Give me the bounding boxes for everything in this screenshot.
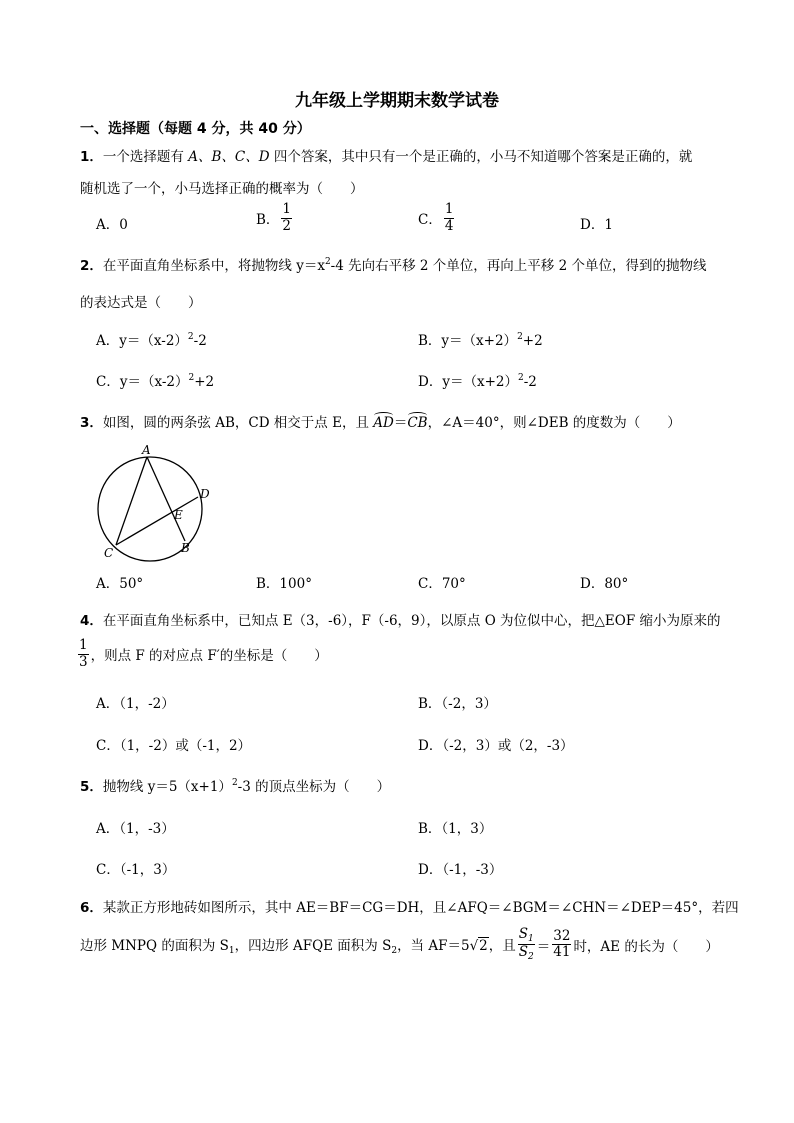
- q5-option-b: B．（1，3）: [418, 821, 493, 837]
- text-part: ，且: [488, 937, 516, 954]
- question-number: 1．: [80, 149, 103, 165]
- equals-sign: ＝: [393, 415, 408, 431]
- q5-option-c: C．（-1，3）: [96, 862, 176, 878]
- fraction-numerator: 32: [553, 927, 571, 944]
- question-1-line-2: 随机选了一个，小马选择正确的概率为（ ）: [80, 181, 364, 197]
- question-number: 5．: [80, 779, 103, 795]
- exponent: 2: [231, 778, 238, 788]
- fraction-numerator: 1: [79, 637, 88, 653]
- q4-option-b: B．（-2，3）: [418, 696, 497, 712]
- question-number: 3．: [80, 415, 103, 431]
- q3-option-d: D．80°: [580, 576, 629, 592]
- option-text: A．y＝（x-2）: [96, 333, 188, 349]
- question-text: -4 先向右平移 2 个单位，再向上平移 2 个单位，得到的抛物线: [330, 258, 707, 274]
- question-number: 6．: [80, 900, 103, 916]
- option-text: -2: [523, 374, 537, 390]
- subscript: 1: [228, 945, 235, 956]
- option-label: C．: [418, 212, 442, 229]
- square-root: √2: [469, 937, 488, 954]
- fraction: [78, 638, 89, 670]
- question-5-line-1: [80, 775, 390, 795]
- q1-option-c: [418, 202, 456, 234]
- fraction: [281, 202, 292, 234]
- question-text: 如图，圆的两条弦 AB，CD 相交于点 E，且: [102, 415, 369, 431]
- text-part: 边形 MNPQ 的面积为 S: [80, 937, 229, 954]
- arc-ad: AD: [373, 415, 394, 431]
- option-text: +2: [522, 333, 543, 349]
- label-b: B: [181, 541, 190, 555]
- ratio-denominator: [518, 945, 535, 962]
- fraction-numerator: 1: [444, 201, 454, 217]
- question-2-line-2: 的表达式是（ ）: [80, 295, 202, 311]
- s-symbol: S: [518, 944, 529, 961]
- option-text: D．y＝（x+2）: [418, 374, 518, 390]
- question-3-line-1: [80, 411, 681, 431]
- chord-ac: [116, 457, 147, 545]
- question-text: 抛物线 y＝5（x+1）: [102, 779, 232, 795]
- question-text: 在平面直角坐标系中，将抛物线 y＝x: [102, 258, 325, 274]
- question-text: ，则点 F 的对应点 F′的坐标是（ ）: [90, 648, 328, 665]
- question-text: ，∠A＝40°，则∠DEB 的度数为（ ）: [427, 415, 681, 431]
- radicand: 2: [479, 937, 488, 954]
- chord-ab: [147, 457, 185, 541]
- fraction: [444, 202, 455, 234]
- q2-option-a: [96, 329, 207, 349]
- q1-option-d: D．1: [580, 217, 613, 233]
- label-c: C: [104, 546, 114, 560]
- question-number: 2．: [80, 258, 103, 274]
- q3-option-c: C．70°: [418, 576, 466, 592]
- text-part: ，四边形 AFQE 面积为 S: [234, 937, 392, 954]
- exponent: 2: [517, 332, 523, 342]
- text-part: ，当 AF＝5: [397, 937, 470, 954]
- question-text: 四个答案，其中只有一个是正确的，小马不知道哪个答案是正确的，就: [273, 149, 693, 165]
- q3-option-a: A．50°: [96, 576, 144, 592]
- question-text: 某款正方形地砖如图所示，其中 AE＝BF＝CG＝DH，且∠AFQ＝∠BGM＝∠CHN＝∠DEP＝45°，若四: [102, 900, 739, 916]
- question-text: 一个选择题有: [102, 149, 184, 165]
- q4-option-a: A．（1，-2）: [96, 696, 175, 712]
- label-e: E: [174, 508, 183, 522]
- exponent: 2: [517, 373, 524, 383]
- subscript: 1: [528, 934, 534, 944]
- s-symbol: S: [518, 926, 529, 942]
- equals-sign: ＝: [536, 938, 551, 955]
- q3-option-b: B．100°: [256, 576, 312, 592]
- page-title: 九年级上学期期末数学试卷: [295, 91, 499, 111]
- question-4-line-1: [80, 609, 721, 629]
- question-2-line-1: [80, 254, 706, 274]
- question-text: 在平面直角坐标系中，已知点 E（3，-6），F（-6，9），以原点 O 为位似中心，把△EOF 缩小为原来的: [102, 613, 721, 629]
- q1-option-b: [256, 202, 294, 234]
- option-label: B．: [256, 212, 280, 229]
- ratio-fraction: [518, 927, 535, 963]
- fraction-numerator: 1: [282, 201, 292, 217]
- answer-letters: A、B、C、D: [188, 149, 270, 165]
- exponent: 2: [188, 373, 195, 383]
- q2-option-b: [418, 329, 543, 349]
- question-text: [80, 938, 516, 954]
- question-number: 4．: [80, 613, 103, 629]
- q5-option-d: D．（-1，-3）: [418, 862, 503, 878]
- chord-cd: [116, 497, 198, 545]
- fraction-denominator: 4: [444, 217, 454, 234]
- option-text: B．y＝（x+2）: [418, 333, 518, 349]
- label-d: D: [200, 487, 210, 501]
- arc-cb: CB: [407, 415, 428, 431]
- section-heading: 一、选择题（每题 4 分，共 40 分）: [80, 121, 311, 137]
- exponent: 2: [324, 257, 331, 267]
- q4-option-d: D．（-2，3）或（2，-3）: [418, 738, 574, 754]
- value-fraction: [552, 929, 571, 961]
- subscript: 2: [391, 945, 398, 956]
- option-text: +2: [194, 374, 215, 390]
- q2-option-d: [418, 370, 537, 390]
- option-text: C．y＝（x-2）: [96, 374, 189, 390]
- q1-option-a: A．0: [96, 217, 128, 233]
- question-text: 时，AE 的长为（ ）: [573, 938, 719, 955]
- ratio-numerator: [518, 927, 535, 945]
- subscript: 2: [528, 952, 534, 963]
- question-6-line-2: [80, 927, 719, 963]
- fraction-denominator: 3: [79, 653, 88, 670]
- question-text: -3 的顶点坐标为（ ）: [237, 779, 391, 795]
- fraction-denominator: 2: [282, 217, 292, 234]
- q2-option-c: [96, 370, 214, 390]
- label-a: A: [142, 443, 151, 457]
- question-1-line-1: [80, 145, 692, 165]
- question-4-line-2: [76, 638, 328, 670]
- circle-chords-figure: [88, 440, 218, 562]
- fraction-denominator: 41: [553, 944, 571, 961]
- question-6-line-1: [80, 896, 739, 916]
- option-text: -2: [193, 333, 207, 349]
- q5-option-a: A．（1，-3）: [96, 821, 175, 837]
- q4-option-c: C．（1，-2）或（-1，2）: [96, 738, 252, 754]
- exponent: 2: [187, 332, 194, 342]
